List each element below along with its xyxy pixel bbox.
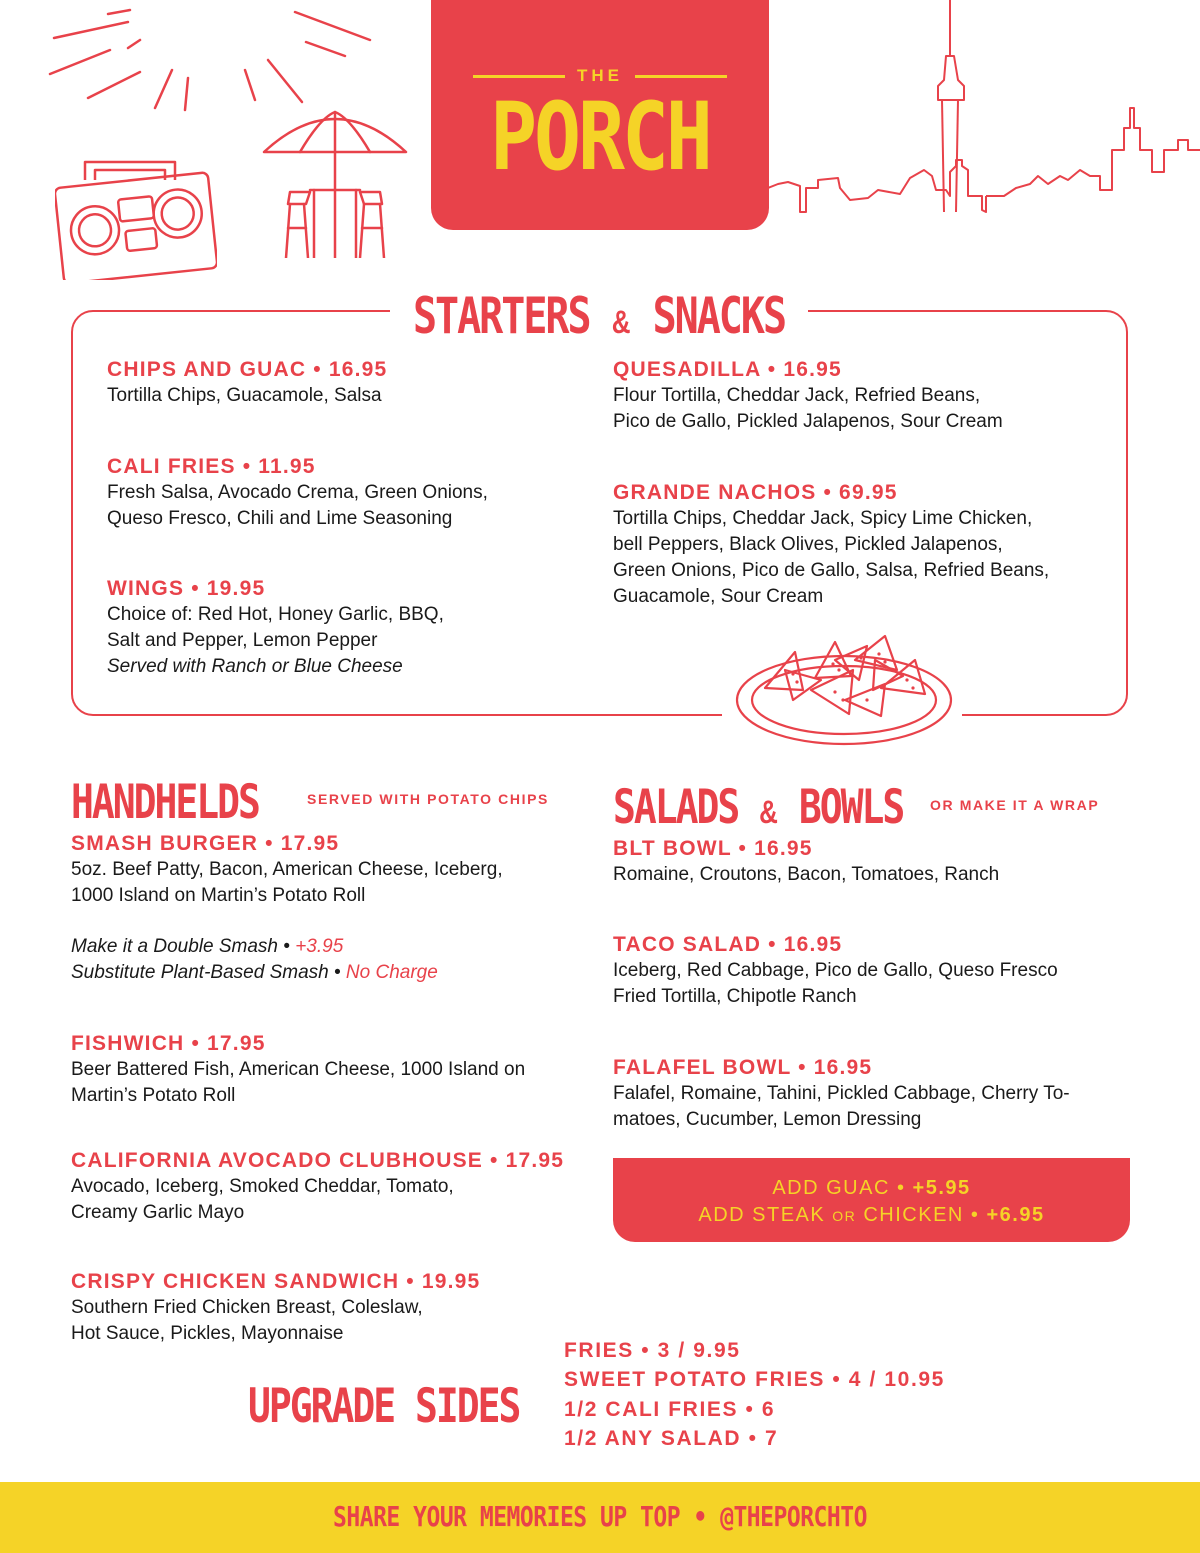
logo-name-text: PORCH — [490, 84, 710, 192]
menu-item-chips-and-guac — [107, 357, 387, 409]
option-text: Make it a Double Smash • — [71, 936, 290, 957]
option-text: Substitute Plant-Based Smash • — [71, 962, 341, 983]
addon-label-b: CHICKEN • — [863, 1204, 980, 1226]
item-description: Romaine, Croutons, Bacon, Tomatoes, Ranch — [613, 864, 1000, 885]
item-description: Beer Battered Fish, American Cheese, 1000 Island on — [71, 1059, 526, 1080]
item-title: CALIFORNIA AVOCADO CLUBHOUSE • 17.95 — [71, 1149, 565, 1172]
menu-item-blt-bowl — [613, 836, 999, 888]
item-description: Tortilla Chips, Cheddar Jack, Spicy Lime Chicken, — [613, 508, 1033, 529]
menu-item-smash-burger — [71, 831, 503, 909]
salads-subtitle: OR MAKE IT A WRAP — [930, 797, 1100, 813]
item-description: Southern Fried Chicken Breast, Coleslaw, — [71, 1297, 423, 1318]
nachos-plate-icon — [735, 630, 957, 748]
menu-item-crispy-chicken-sandwich — [71, 1269, 480, 1347]
logo-the-text: THE — [431, 66, 769, 86]
item-description: Falafel, Romaine, Tahini, Pickled Cabbage, Cherry To- — [613, 1083, 1070, 1104]
item-title: FALAFEL BOWL • 16.95 — [613, 1056, 873, 1079]
item-description: 1000 Island on Martin’s Potato Roll — [71, 885, 366, 906]
item-description: Tortilla Chips, Guacamole, Salsa — [107, 385, 382, 406]
item-title: QUESADILLA • 16.95 — [613, 358, 842, 381]
item-description: Avocado, Iceberg, Smoked Cheddar, Tomato, — [71, 1176, 454, 1197]
addon-label: ADD GUAC • — [772, 1177, 906, 1199]
item-description: Choice of: Red Hot, Honey Garlic, BBQ, — [107, 604, 444, 625]
upgrade-sides-heading: UPGRADE SIDES — [248, 1378, 520, 1433]
option-double-smash — [71, 934, 438, 960]
item-description: Iceberg, Red Cabbage, Pico de Gallo, Queso Fresco — [613, 960, 1058, 981]
item-title: BLT BOWL • 16.95 — [613, 837, 813, 860]
item-description: Fried Tortilla, Chipotle Ranch — [613, 986, 857, 1007]
side-item-half-any-salad: 1/2 ANY SALAD • 7 — [564, 1427, 779, 1450]
addon-label: ADD STEAK — [698, 1204, 826, 1226]
menu-item-grande-nachos — [613, 480, 1049, 610]
option-plant-based — [71, 960, 438, 986]
menu-item-quesadilla — [613, 357, 1003, 435]
item-title: GRANDE NACHOS • 69.95 — [613, 481, 898, 504]
menu-item-fishwich — [71, 1031, 525, 1109]
addon-or: OR — [832, 1208, 857, 1224]
addon-price: +6.95 — [986, 1204, 1045, 1226]
salads-heading-amp: & — [759, 792, 778, 831]
item-description: Martin’s Potato Roll — [71, 1085, 236, 1106]
menu-item-wings — [107, 576, 444, 680]
item-description: bell Peppers, Black Olives, Pickled Jalapenos, — [613, 534, 1003, 555]
item-title: SMASH BURGER • 17.95 — [71, 832, 340, 855]
patio-umbrella-icon — [260, 108, 410, 258]
item-description: Hot Sauce, Pickles, Mayonnaise — [71, 1323, 344, 1344]
option-price: +3.95 — [295, 936, 344, 957]
item-description: Creamy Garlic Mayo — [71, 1202, 245, 1223]
item-title: FISHWICH • 17.95 — [71, 1032, 266, 1055]
item-title: CALI FRIES • 11.95 — [107, 455, 316, 478]
item-title: CHIPS AND GUAC • 16.95 — [107, 358, 388, 381]
menu-item-california-avocado-clubhouse — [71, 1148, 564, 1226]
menu-item-falafel-bowl — [613, 1055, 1070, 1133]
item-title: CRISPY CHICKEN SANDWICH • 19.95 — [71, 1270, 481, 1293]
item-title: WINGS • 19.95 — [107, 577, 266, 600]
item-note: Served with Ranch or Blue Cheese — [107, 656, 403, 677]
salads-heading-a: SALADS — [613, 779, 739, 834]
handhelds-subtitle: SERVED WITH POTATO CHIPS — [307, 791, 549, 807]
starters-heading-amp: & — [611, 303, 631, 341]
footer-banner — [0, 1482, 1200, 1553]
starters-heading-a: STARTERS — [412, 288, 590, 346]
menu-item-cali-fries — [107, 454, 488, 532]
smash-burger-options — [71, 934, 438, 986]
salads-heading — [613, 779, 903, 834]
starters-heading — [390, 288, 808, 346]
handhelds-heading: HANDHELDS — [71, 774, 259, 829]
item-description: 5oz. Beef Patty, Bacon, American Cheese, Iceberg, — [71, 859, 503, 880]
item-title: TACO SALAD • 16.95 — [613, 933, 843, 956]
starters-heading-b: SNACKS — [652, 288, 786, 346]
addon-price: +5.95 — [912, 1177, 971, 1199]
city-skyline-illustration — [768, 0, 1200, 230]
item-description: Queso Fresco, Chili and Lime Seasoning — [107, 508, 453, 529]
menu-item-taco-salad — [613, 932, 1058, 1010]
item-description: Fresh Salsa, Avocado Crema, Green Onions, — [107, 482, 488, 503]
item-description: Flour Tortilla, Cheddar Jack, Refried Beans, — [613, 385, 981, 406]
boombox-icon — [55, 150, 217, 280]
brand-logo — [431, 0, 769, 230]
footer-text: SHARE YOUR MEMORIES UP TOP • @THEPORCHTO — [333, 1502, 867, 1534]
side-item-half-cali-fries: 1/2 CALI FRIES • 6 — [564, 1398, 776, 1421]
item-description: Salt and Pepper, Lemon Pepper — [107, 630, 378, 651]
item-description: Guacamole, Sour Cream — [613, 586, 824, 607]
sun-rays-illustration — [40, 0, 400, 120]
addon-guac — [613, 1175, 1130, 1202]
item-description: Green Onions, Pico de Gallo, Salsa, Refried Beans, — [613, 560, 1050, 581]
addon-steak-chicken — [613, 1202, 1130, 1230]
item-description: Pico de Gallo, Pickled Jalapenos, Sour Cream — [613, 411, 1003, 432]
item-description: matoes, Cucumber, Lemon Dressing — [613, 1109, 922, 1130]
side-item-fries: FRIES • 3 / 9.95 — [564, 1339, 741, 1362]
addons-banner — [613, 1158, 1130, 1242]
side-item-sweet-potato-fries: SWEET POTATO FRIES • 4 / 10.95 — [564, 1368, 945, 1391]
salads-heading-b: BOWLS — [798, 779, 904, 834]
option-price: No Charge — [345, 962, 438, 983]
